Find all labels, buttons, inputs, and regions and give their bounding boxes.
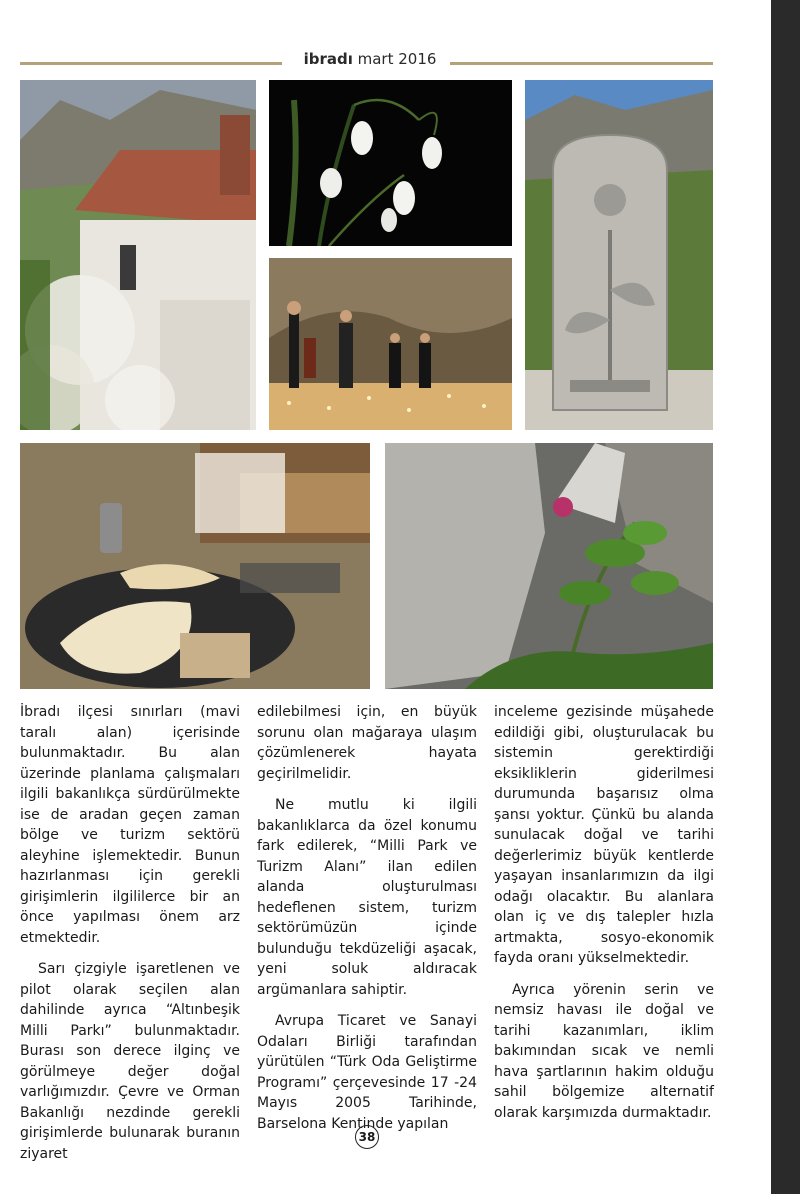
header-title (295, 50, 445, 68)
paragraph: Sarı çizgiyle işaretlenen ve pilot olarak seçilen alan dahilinde ayrıca “Altınbeşik Milli Parkı” bulunmaktadır. Burası son derece ilginç ve görülmeye değer doğal varlığımızdır. Çevre ve Orman Bakanlığı nezdinde gerekli girişimlerde bulunarak buranın ziyaret (20, 961, 240, 1162)
page-number: 38 (355, 1125, 379, 1149)
paragraph: inceleme gezisinde müşahede edildiği gibi, oluşturulacak bu sistemin gerektirdiği eksikliklerin giderilmesi durumunda başarısız olma şansı yoktur. Çünkü bu alanda sunulacak doğal ve tarihi değerlerimiz büyük kentlerde yaşayan insanlarımızın da ilgi odağı olacaktır. Bu alanlara olan iç ve dış talepler hızla artmakta, sosyo-ekonomik fayda oranı yükselmektedir. (494, 704, 714, 966)
header-rule-right (450, 62, 713, 65)
photo-peony (385, 443, 713, 689)
paragraph: edilebilmesi için, en büyük sorunu olan mağaraya ulaşım çözümlenerek hayata geçirilmelidir. (257, 704, 477, 782)
page-edge-bar (771, 0, 800, 1194)
running-header (20, 50, 713, 72)
text-column-1 (20, 702, 240, 1175)
paragraph: Ayrıca yörenin serin ve nemsiz havası ile doğal ve tarihi kazanımları, iklim bakımından sıcak ve nemli hava şartlarının hakim olduğu sahil bölgemize alternatif olarak karşımızda durmaktadır. (494, 981, 714, 1121)
header-rule-left (20, 62, 282, 65)
text-column-2 (257, 702, 477, 1145)
text-column-3 (494, 702, 714, 1134)
paragraph: İbradı ilçesi sınırları (mavi taralı alan) içerisinde bulunmaktadır. Bu alan üzerinde planlama çalışmaları ilgili bakanlıkça sürdürülmekte ise de aradan geçen zaman bölge ve turizm sektörü aleyhine işlemektedir. Bunun hazırlanması için gerekli girişimlerin ilgililerce bir an önce yapılması önem arz etmektedir. (20, 704, 240, 946)
header-brand: ibradı (303, 50, 353, 68)
paragraph: Avrupa Ticaret ve Sanayi Odaları Birliği tarafından yürütülen “Türk Oda Geliştirme Programı” çerçevesinde 17 -24 Mayıs 2005 Tarihinde, Barselona Kentinde yapılan (257, 1013, 477, 1132)
photo-snowdrops (269, 80, 512, 246)
photo-tombstone (525, 80, 713, 430)
header-issue: mart 2016 (357, 50, 437, 68)
paragraph: Ne mutlu ki ilgili bakanlıklarca da özel konumu fark edilerek, “Milli Park ve Turizm Alanı” ilan edilen alanda oluşturulması hedeflenen sistem, turizm sektörümüzün içinde bulunduğu tekdüzeliği aşacak, yeni soluk aldıracak argümanlara sahiptir. (257, 797, 477, 998)
photo-cave-concert (269, 258, 512, 430)
photo-house (20, 80, 256, 430)
photo-bread (20, 443, 370, 689)
